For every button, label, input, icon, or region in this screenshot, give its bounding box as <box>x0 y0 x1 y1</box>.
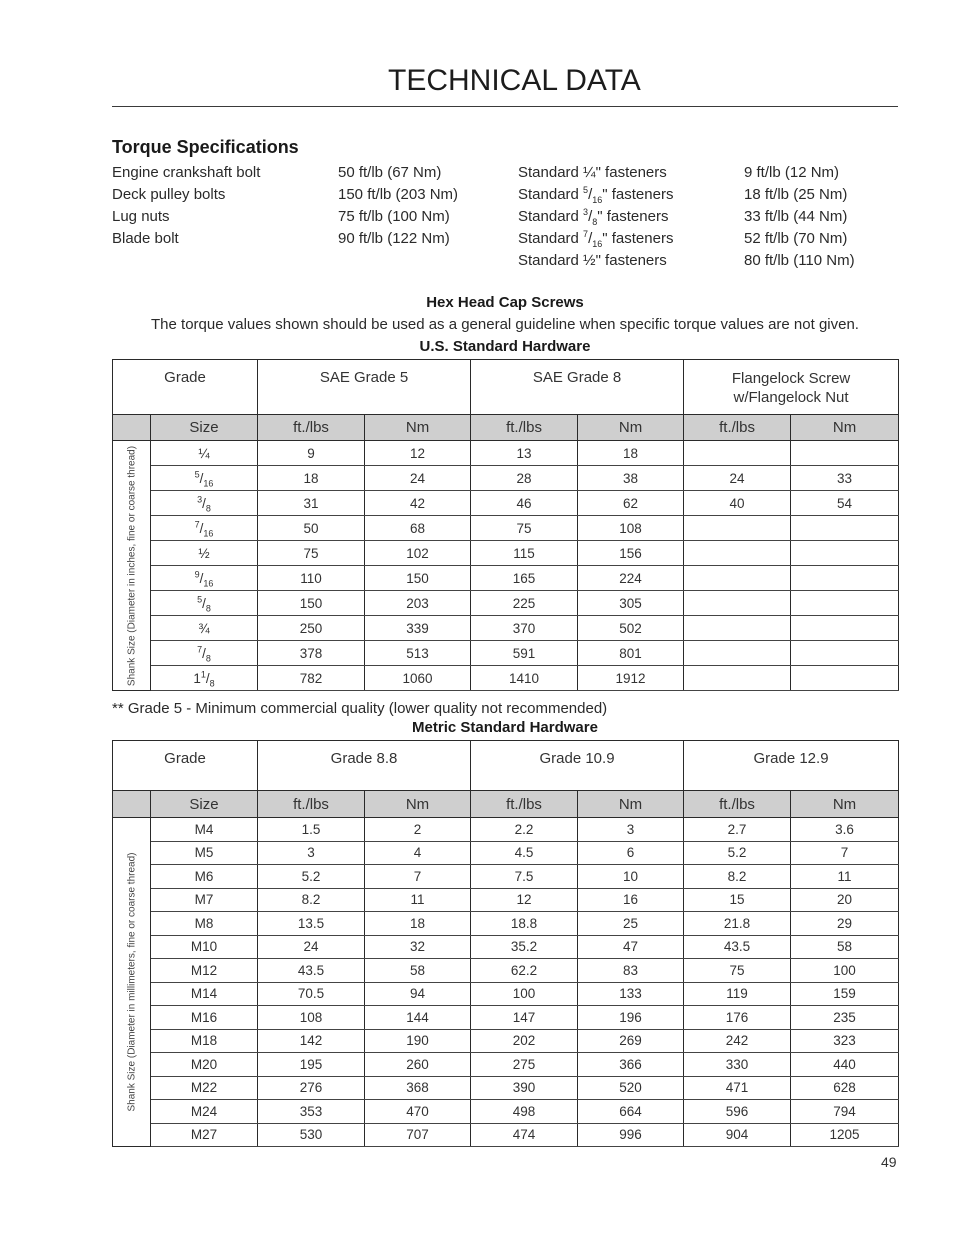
size-denominator: 16 <box>592 239 603 249</box>
fastener-item: Standard $^3/_8$" fasteners <box>518 207 669 227</box>
size-denominator: 16 <box>203 578 214 589</box>
value-cell: 190 <box>365 1029 471 1053</box>
value-cell: 1060 <box>365 666 471 691</box>
value-cell: 7 <box>791 841 899 865</box>
torque-left-items <box>112 162 260 250</box>
value-cell: 996 <box>578 1123 684 1147</box>
table-row <box>113 516 899 541</box>
value-cell: 498 <box>471 1100 578 1124</box>
size-cell: M5 <box>151 841 258 865</box>
table-corner <box>113 791 151 818</box>
value-cell: 165 <box>471 566 578 591</box>
value-cell: 24 <box>258 935 365 959</box>
fastener-suffix: " fasteners <box>595 164 667 181</box>
size-cell: M22 <box>151 1076 258 1100</box>
table-row <box>113 1053 899 1077</box>
table-row <box>113 591 899 616</box>
value-cell: 150 <box>258 591 365 616</box>
value-cell <box>684 441 791 466</box>
table-row <box>113 491 899 516</box>
value-cell: 24 <box>365 466 471 491</box>
shank-size-label: Shank Size (Diameter in millimeters, fine or coarse thread) <box>126 852 137 1112</box>
size-denominator: 8 <box>205 503 211 514</box>
table-row <box>113 1006 899 1030</box>
size-numerator: 5 <box>583 185 589 195</box>
value-cell: 18 <box>365 912 471 936</box>
size-cell <box>151 616 258 641</box>
value-cell: 353 <box>258 1100 365 1124</box>
torque-left-values <box>338 162 458 250</box>
shank-size-label-cell <box>113 818 151 1147</box>
value-cell: 530 <box>258 1123 365 1147</box>
value-cell: 50 <box>258 516 365 541</box>
size-numerator: 5 <box>197 594 203 604</box>
value-cell: 15 <box>684 888 791 912</box>
value-cell: 275 <box>471 1053 578 1077</box>
size-numerator: 7 <box>583 229 589 239</box>
value-cell: 235 <box>791 1006 899 1030</box>
shank-size-label: Shank Size (Diameter in inches, fine or coarse thread) <box>126 445 137 686</box>
column-header: Nm <box>578 415 684 441</box>
column-header: Size <box>151 791 258 818</box>
value-cell: 16 <box>578 888 684 912</box>
size-cell: M4 <box>151 818 258 842</box>
size-cell: M10 <box>151 935 258 959</box>
size-denominator: 8 <box>205 653 211 664</box>
grade-header: Flangelock Screw w/Flangelock Nut <box>684 360 899 415</box>
value-cell: 35.2 <box>471 935 578 959</box>
value-cell: 782 <box>258 666 365 691</box>
table-row <box>113 818 899 842</box>
value-cell: 2.7 <box>684 818 791 842</box>
size-numerator: 3 <box>197 494 203 504</box>
spec-item: Engine crankshaft bolt <box>112 164 261 181</box>
value-cell: 32 <box>365 935 471 959</box>
size-numerator: 1 <box>200 669 206 679</box>
value-cell: 70.5 <box>258 982 365 1006</box>
value-cell: 133 <box>578 982 684 1006</box>
value-cell: 10 <box>578 865 684 889</box>
value-cell: 323 <box>791 1029 899 1053</box>
value-cell: 100 <box>471 982 578 1006</box>
fastener-suffix: " fasteners <box>597 208 669 225</box>
value-cell: 21.8 <box>684 912 791 936</box>
value-cell: 591 <box>471 641 578 666</box>
value-cell <box>684 591 791 616</box>
fastener-suffix: " fasteners <box>602 230 674 247</box>
size-cell: M16 <box>151 1006 258 1030</box>
value-cell: 305 <box>578 591 684 616</box>
column-header: ft./lbs <box>258 415 365 441</box>
value-cell: 196 <box>578 1006 684 1030</box>
fastener-prefix: Standard <box>518 230 584 247</box>
value-cell: 370 <box>471 616 578 641</box>
value-cell: 62 <box>578 491 684 516</box>
value-cell: 9 <box>258 441 365 466</box>
value-cell: 38 <box>578 466 684 491</box>
size-glyph: ¼ <box>198 445 210 461</box>
column-header: ft./lbs <box>258 791 365 818</box>
value-cell: 801 <box>578 641 684 666</box>
grade-header: Grade <box>113 360 258 415</box>
value-cell: 62.2 <box>471 959 578 983</box>
value-cell: 13.5 <box>258 912 365 936</box>
value-cell: 58 <box>365 959 471 983</box>
size-cell: $^9/_{16}$ <box>151 566 258 591</box>
value-cell: 43.5 <box>684 935 791 959</box>
value-cell: 75 <box>471 516 578 541</box>
column-header: ft./lbs <box>471 415 578 441</box>
size-cell: $1^1/_8$ <box>151 666 258 691</box>
value-cell: 203 <box>365 591 471 616</box>
value-cell: 12 <box>471 888 578 912</box>
value-cell: 102 <box>365 541 471 566</box>
value-cell: 40 <box>684 491 791 516</box>
value-cell: 119 <box>684 982 791 1006</box>
value-cell: 628 <box>791 1076 899 1100</box>
size-denominator: 16 <box>203 528 214 539</box>
grade-header: SAE Grade 8 <box>471 360 684 415</box>
value-cell: 1.5 <box>258 818 365 842</box>
value-cell: 83 <box>578 959 684 983</box>
value-cell: 7.5 <box>471 865 578 889</box>
size-cell: M7 <box>151 888 258 912</box>
value-cell: 250 <box>258 616 365 641</box>
fastener-item: Standard $^5/_{16}$" fasteners <box>518 185 674 205</box>
size-glyph: ½ <box>198 545 210 561</box>
size-numerator: 9 <box>194 569 200 579</box>
table-row <box>113 1100 899 1124</box>
table-row <box>113 959 899 983</box>
hex-description: The torque values shown should be used as a general guideline when specific torque values are not given. <box>151 316 859 333</box>
value-cell <box>791 516 899 541</box>
table-row <box>113 935 899 959</box>
value-cell: 150 <box>365 566 471 591</box>
torque-right-values <box>744 162 855 272</box>
column-header: Nm <box>791 791 899 818</box>
torque-heading: Torque Specifications <box>112 137 299 157</box>
size-denominator: 16 <box>592 195 603 205</box>
size-denominator: 8 <box>592 217 598 227</box>
fastener-suffix: " fasteners <box>595 252 667 269</box>
size-numerator: 7 <box>197 644 203 654</box>
size-cell <box>151 541 258 566</box>
table-row <box>113 566 899 591</box>
value-cell <box>791 541 899 566</box>
value-cell: 368 <box>365 1076 471 1100</box>
size-cell: M14 <box>151 982 258 1006</box>
value-cell: 2 <box>365 818 471 842</box>
size-cell: $^3/_8$ <box>151 491 258 516</box>
value-cell: 108 <box>578 516 684 541</box>
column-header: ft./lbs <box>684 791 791 818</box>
table-row <box>113 982 899 1006</box>
value-cell: 46 <box>471 491 578 516</box>
grade-header: SAE Grade 5 <box>258 360 471 415</box>
fastener-item: Standard $^7/_{16}$" fasteners <box>518 229 674 249</box>
value-cell: 94 <box>365 982 471 1006</box>
value-cell: 4.5 <box>471 841 578 865</box>
value-cell: 339 <box>365 616 471 641</box>
title-divider <box>112 106 898 107</box>
value-cell: 260 <box>365 1053 471 1077</box>
size-cell: $^5/_8$ <box>151 591 258 616</box>
table-row <box>113 541 899 566</box>
table-row <box>113 912 899 936</box>
value-cell: 68 <box>365 516 471 541</box>
value-cell: 3 <box>578 818 684 842</box>
spec-value: 75 ft/lb (100 Nm) <box>338 208 450 225</box>
size-cell: M27 <box>151 1123 258 1147</box>
value-cell: 28 <box>471 466 578 491</box>
value-cell: 904 <box>684 1123 791 1147</box>
value-cell: 33 <box>791 466 899 491</box>
value-cell: 1912 <box>578 666 684 691</box>
column-header: Nm <box>365 791 471 818</box>
value-cell: 24 <box>684 466 791 491</box>
fastener-suffix: " fasteners <box>602 186 674 203</box>
value-cell: 5.2 <box>684 841 791 865</box>
value-cell: 202 <box>471 1029 578 1053</box>
value-cell <box>791 616 899 641</box>
value-cell: 115 <box>471 541 578 566</box>
size-denominator: 8 <box>205 603 211 614</box>
value-cell: 4 <box>365 841 471 865</box>
spec-value: 52 ft/lb (70 Nm) <box>744 230 848 247</box>
column-header: ft./lbs <box>684 415 791 441</box>
hex-title: Hex Head Cap Screws <box>426 294 584 311</box>
value-cell <box>791 441 899 466</box>
fastener-item <box>518 250 673 272</box>
value-cell: 474 <box>471 1123 578 1147</box>
table-row <box>113 441 899 466</box>
value-cell: 7 <box>365 865 471 889</box>
value-cell: 390 <box>471 1076 578 1100</box>
value-cell: 1410 <box>471 666 578 691</box>
spec-value: 90 ft/lb (122 Nm) <box>338 230 450 247</box>
table-row <box>113 1076 899 1100</box>
value-cell: 224 <box>578 566 684 591</box>
us-standard-table <box>112 359 899 691</box>
value-cell: 20 <box>791 888 899 912</box>
spec-value: 18 ft/lb (25 Nm) <box>744 186 848 203</box>
value-cell: 18 <box>258 466 365 491</box>
value-cell: 6 <box>578 841 684 865</box>
table-row <box>113 666 899 691</box>
value-cell: 330 <box>684 1053 791 1077</box>
value-cell: 366 <box>578 1053 684 1077</box>
value-cell: 11 <box>365 888 471 912</box>
value-cell: 43.5 <box>258 959 365 983</box>
value-cell: 144 <box>365 1006 471 1030</box>
column-header: Nm <box>791 415 899 441</box>
table-row <box>113 888 899 912</box>
value-cell <box>684 541 791 566</box>
size-glyph: ¾ <box>198 620 210 636</box>
column-header: Size <box>151 415 258 441</box>
table-corner <box>113 415 151 441</box>
fastener-prefix: Standard <box>518 252 584 269</box>
spec-item: Lug nuts <box>112 208 170 225</box>
size-cell: M24 <box>151 1100 258 1124</box>
grade-header: Grade 8.8 <box>258 741 471 791</box>
value-cell: 12 <box>365 441 471 466</box>
value-cell: 794 <box>791 1100 899 1124</box>
value-cell: 520 <box>578 1076 684 1100</box>
grade-header: Grade 10.9 <box>471 741 684 791</box>
metric-table-title: Metric Standard Hardware <box>412 719 598 736</box>
value-cell: 195 <box>258 1053 365 1077</box>
value-cell: 58 <box>791 935 899 959</box>
size-numerator: 5 <box>194 469 200 479</box>
value-cell <box>791 666 899 691</box>
value-cell <box>684 641 791 666</box>
shank-size-label-cell <box>113 441 151 691</box>
value-cell: 596 <box>684 1100 791 1124</box>
size-cell: M18 <box>151 1029 258 1053</box>
size-cell <box>151 441 258 466</box>
table-row <box>113 641 899 666</box>
table-row <box>113 841 899 865</box>
spec-value: 50 ft/lb (67 Nm) <box>338 164 442 181</box>
size-whole: 1 <box>193 670 201 686</box>
size-cell: $^7/_{16}$ <box>151 516 258 541</box>
value-cell: 54 <box>791 491 899 516</box>
value-cell: 1205 <box>791 1123 899 1147</box>
torque-right-items <box>518 162 673 272</box>
value-cell: 29 <box>791 912 899 936</box>
spec-value: 150 ft/lb (203 Nm) <box>338 186 459 203</box>
size-cell: M8 <box>151 912 258 936</box>
page-title: TECHNICAL DATA <box>388 64 641 97</box>
fastener-prefix: Standard <box>518 208 584 225</box>
value-cell: 31 <box>258 491 365 516</box>
value-cell <box>791 641 899 666</box>
value-cell: 100 <box>791 959 899 983</box>
spec-value: 9 ft/lb (12 Nm) <box>744 164 840 181</box>
table-row <box>113 865 899 889</box>
value-cell: 471 <box>684 1076 791 1100</box>
spec-value: 80 ft/lb (110 Nm) <box>744 252 855 269</box>
value-cell: 11 <box>791 865 899 889</box>
size-numerator: 3 <box>583 207 589 217</box>
size-cell: $^7/_8$ <box>151 641 258 666</box>
value-cell: 2.2 <box>471 818 578 842</box>
fastener-item <box>518 162 673 184</box>
table-row <box>113 1029 899 1053</box>
fastener-prefix: Standard <box>518 164 584 181</box>
size-numerator: 7 <box>194 519 200 529</box>
size-glyph: ½ <box>583 252 596 269</box>
value-cell: 707 <box>365 1123 471 1147</box>
column-header: Nm <box>578 791 684 818</box>
column-header: ft./lbs <box>471 791 578 818</box>
value-cell: 75 <box>684 959 791 983</box>
value-cell: 47 <box>578 935 684 959</box>
grade-header: Grade <box>113 741 258 791</box>
value-cell <box>791 566 899 591</box>
value-cell: 470 <box>365 1100 471 1124</box>
size-cell: M20 <box>151 1053 258 1077</box>
table-row <box>113 466 899 491</box>
value-cell <box>791 591 899 616</box>
value-cell: 147 <box>471 1006 578 1030</box>
value-cell: 176 <box>684 1006 791 1030</box>
value-cell: 3.6 <box>791 818 899 842</box>
value-cell: 142 <box>258 1029 365 1053</box>
value-cell: 42 <box>365 491 471 516</box>
size-glyph: ¼ <box>583 164 596 181</box>
value-cell: 242 <box>684 1029 791 1053</box>
size-denominator: 16 <box>203 478 214 489</box>
grade-footnote: ** Grade 5 - Minimum commercial quality (lower quality not recommended) <box>112 700 608 717</box>
value-cell: 110 <box>258 566 365 591</box>
spec-item: Blade bolt <box>112 230 179 247</box>
value-cell: 75 <box>258 541 365 566</box>
value-cell: 664 <box>578 1100 684 1124</box>
value-cell: 5.2 <box>258 865 365 889</box>
value-cell: 440 <box>791 1053 899 1077</box>
size-cell: M12 <box>151 959 258 983</box>
page-number: 49 <box>881 1154 897 1170</box>
table-row <box>113 616 899 641</box>
size-denominator: 8 <box>209 678 215 689</box>
grade-header: Grade 12.9 <box>684 741 899 791</box>
value-cell: 25 <box>578 912 684 936</box>
us-table-title: U.S. Standard Hardware <box>419 338 591 355</box>
spec-item: Deck pulley bolts <box>112 186 226 203</box>
value-cell: 18 <box>578 441 684 466</box>
value-cell: 13 <box>471 441 578 466</box>
value-cell: 108 <box>258 1006 365 1030</box>
value-cell <box>684 566 791 591</box>
metric-standard-table <box>112 740 899 1147</box>
value-cell: 18.8 <box>471 912 578 936</box>
value-cell: 8.2 <box>684 865 791 889</box>
value-cell: 225 <box>471 591 578 616</box>
column-header: Nm <box>365 415 471 441</box>
value-cell <box>684 516 791 541</box>
value-cell: 502 <box>578 616 684 641</box>
value-cell: 156 <box>578 541 684 566</box>
spec-value: 33 ft/lb (44 Nm) <box>744 208 848 225</box>
value-cell: 513 <box>365 641 471 666</box>
fastener-prefix: Standard <box>518 186 584 203</box>
value-cell <box>684 666 791 691</box>
value-cell: 378 <box>258 641 365 666</box>
value-cell: 159 <box>791 982 899 1006</box>
value-cell: 269 <box>578 1029 684 1053</box>
value-cell: 8.2 <box>258 888 365 912</box>
value-cell: 276 <box>258 1076 365 1100</box>
table-row <box>113 1123 899 1147</box>
size-cell: $^5/_{16}$ <box>151 466 258 491</box>
value-cell <box>684 616 791 641</box>
size-cell: M6 <box>151 865 258 889</box>
value-cell: 3 <box>258 841 365 865</box>
